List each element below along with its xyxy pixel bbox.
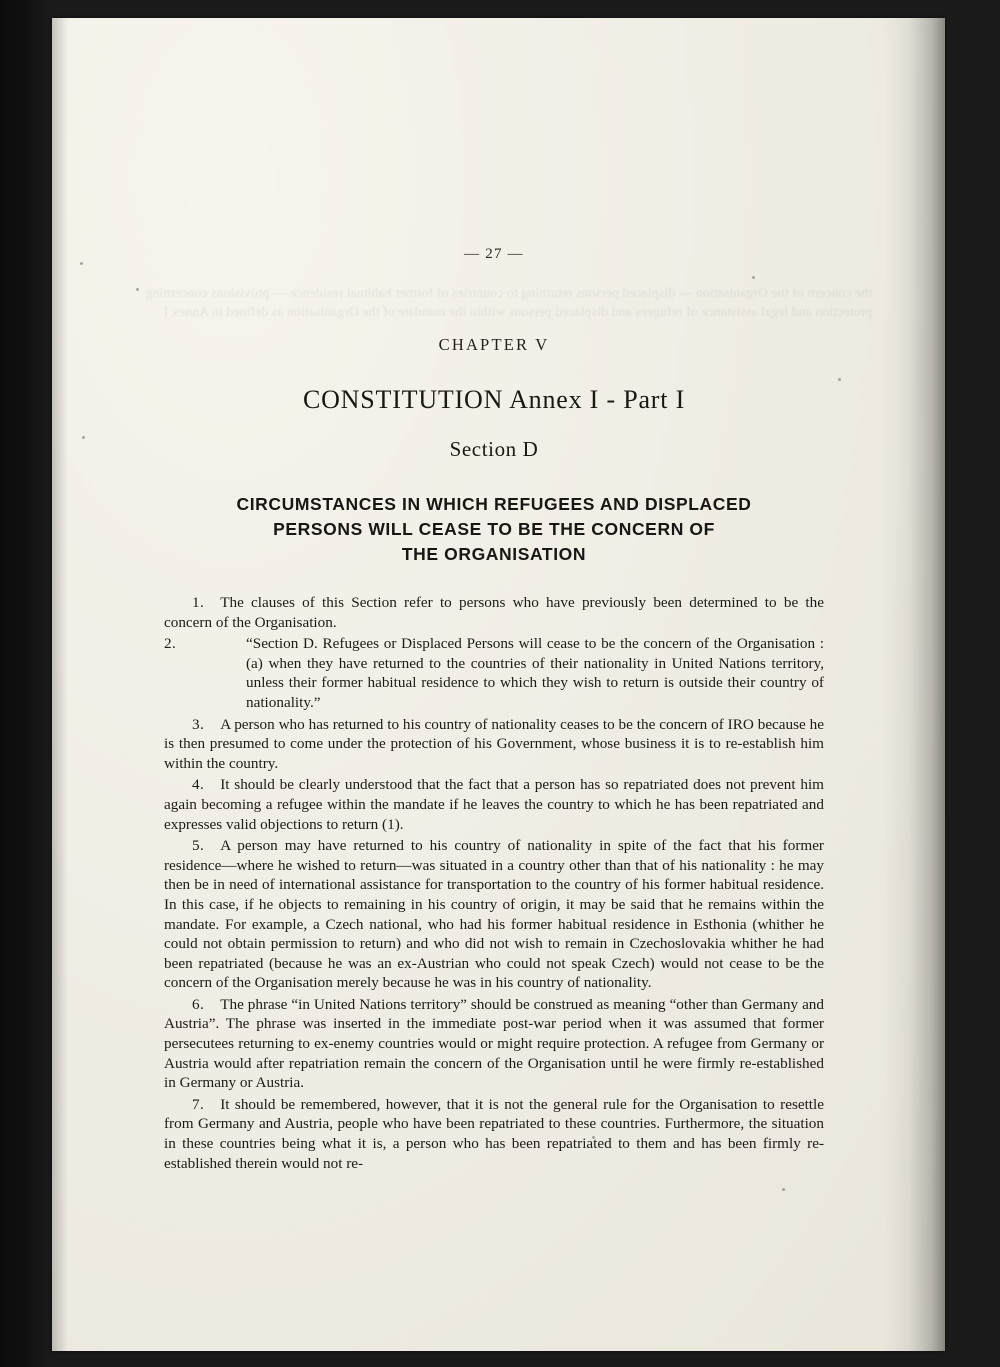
body-text xyxy=(164,593,824,1173)
paragraph-number: 2. xyxy=(164,635,177,653)
paragraph-4 xyxy=(164,775,824,834)
page-number: — 27 — xyxy=(464,246,524,262)
paragraph-number: 1. xyxy=(192,594,205,611)
paragraph-5 xyxy=(164,836,824,993)
paragraph-number: 7. xyxy=(192,1095,205,1113)
scan-speck xyxy=(782,1188,785,1191)
verso-bleed-through: the concern of the Organisation — displaced persons returning to countries of former habitual residence — provisions concerning protection and legal assistance of refugees and displaced persons within the mandate of the Organisation as defined in Annex I xyxy=(141,285,872,319)
page-text-block xyxy=(164,18,824,1173)
paragraph-3 xyxy=(164,715,824,774)
paragraph-text: “Section D. Refugees or Displaced Persons will cease to be the concern of the Organisation : (a) when they have returned to the countries of their nationality in United Nations territory, unless their former habitual residence to which they wish to return is outside their country of nationality.” xyxy=(246,635,824,711)
section-heading-line-3: THE ORGANISATION xyxy=(401,544,587,564)
scan-speck xyxy=(136,288,139,291)
scan-speck xyxy=(82,436,85,439)
scan-speck xyxy=(838,378,841,381)
section-label: Section D xyxy=(449,437,539,461)
paragraph-text: The phrase “in United Nations territory” should be construed as meaning “other than Germany and Austria”. The phrase was inserted in the immediate post-war period when it was assumed that former persecutees returning to ex-enemy countries would or might require protection. A refugee from Germany or Austria would after repatriation remain the concern of the Organisation until he were firmly re-established in Germany or Austria. xyxy=(164,995,824,1092)
paragraph-number: 5. xyxy=(192,837,205,855)
paragraph-text: The clauses of this Section refer to persons who have previously been determined to be the concern of the Organisation. xyxy=(164,594,824,631)
chapter-label: CHAPTER V xyxy=(438,335,550,354)
page-left-edge-shadow xyxy=(52,18,68,1351)
paragraph-number: 4. xyxy=(192,776,205,794)
book-gutter-shadow xyxy=(883,18,945,1351)
page-sheet xyxy=(52,18,945,1351)
page-title: CONSTITUTION Annex I - Part I xyxy=(302,385,686,414)
paragraph-text: It should be remembered, however, that it is not the general rule for the Organisation to resettle from Germany and Austria, people who have been repatriated to these countries. Furthermore, the situation in these countries being what it is, a person who has been repatriated to them and has been firmly re-established therein would not re- xyxy=(164,1095,824,1172)
paragraph-number: 3. xyxy=(192,715,205,733)
paragraph-1 xyxy=(164,593,824,632)
paragraph-text: A person who has returned to his country of nationality ceases to be the concern of IRO because he is then presumed to come under the protection of his Government, whose business it is to re-establish him within the country. xyxy=(164,715,824,772)
section-heading-line-1: CIRCUMSTANCES IN WHICH REFUGEES AND DISPLACED xyxy=(236,494,752,514)
paragraph-text: A person may have returned to his country of nationality in spite of the fact that his former residence—where he wished to return—was situated in a country other than that of his nationality : he may then be in need of international assistance for transportation to the country of his former habitual residence. In this case, if he objects to remaining in his country of origin, it may be said that he remains within the mandate. For example, a Czech national, who had his former habitual residence in Esthonia (whither he could not obtain permission to return) and who did not wish to remain in Czechoslovakia whither he had been repatriated (because he was an ex-Austrian who could not speak Czech) would not cease to be the concern of the Organisation merely because he was in his country of nationality. xyxy=(164,837,824,992)
paragraph-text: It should be clearly understood that the fact that a person has so repatriated does not prevent him again becoming a refugee within the mandate if he leaves the country to which he has been repatriated and expresses valid objections to return (1). xyxy=(164,776,824,833)
scan-speck xyxy=(80,262,83,265)
paragraph-7 xyxy=(164,1095,824,1173)
paragraph-2 xyxy=(164,634,824,712)
section-heading-line-2: PERSONS WILL CEASE TO BE THE CONCERN OF xyxy=(273,519,715,539)
section-heading xyxy=(164,492,824,567)
paragraph-number: 6. xyxy=(192,995,205,1013)
paragraph-6 xyxy=(164,995,824,1093)
